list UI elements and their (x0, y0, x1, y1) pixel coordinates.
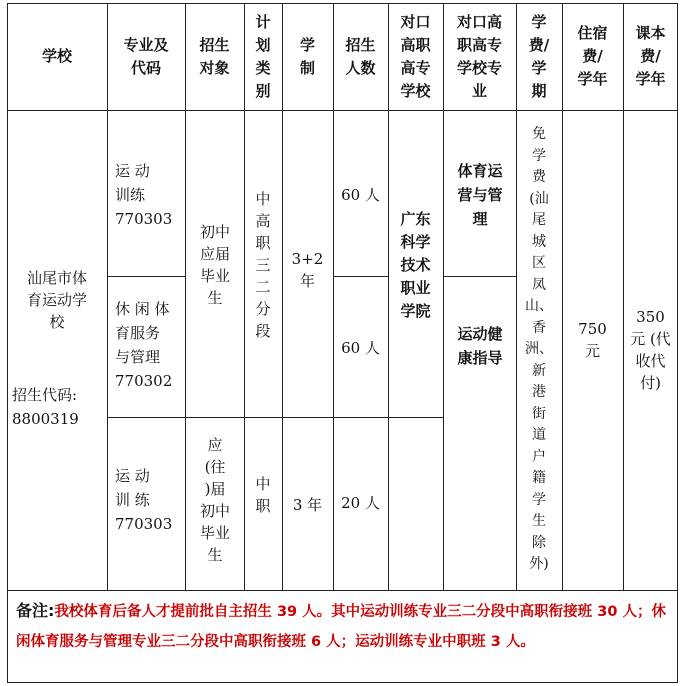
plan-type-b: 中 职 (255, 475, 271, 515)
header-partner-major: 对口高 职高专 学校专 业 (456, 12, 502, 100)
header-school: 学校 (41, 47, 72, 65)
lodging-fee: 750 元 (578, 320, 607, 360)
header-plan-type: 计 划 类 别 (255, 12, 271, 100)
header-tuition: 学 费/ 学 期 (528, 12, 550, 100)
row-divider (107, 417, 444, 418)
remark-label: 备注: (16, 601, 55, 620)
major-row-1: 运 动 训练 770303 (115, 162, 173, 228)
books-fee: 350 元 (代 收代 付) (630, 308, 671, 392)
enroll-row-1: 60 人 (341, 185, 380, 204)
header-target: 招生 对象 (199, 35, 230, 77)
remark (16, 596, 670, 657)
row-divider (333, 276, 388, 277)
header-partner-school: 对口 高职 高专 学校 (400, 12, 431, 100)
partner-major-2: 运动健 康指导 (457, 324, 503, 367)
header-major-code: 专业及 代码 (123, 35, 169, 77)
major-row-2: 休 闲 体 育服务 与管理 770302 (115, 300, 173, 390)
tuition-note: 免 学 费 (汕 尾 城 区 凤 山、 香 洲、 新 港 街 道 户 籍 学 生 除 外) (525, 126, 553, 573)
target-b: 应 (往 )届 初中 毕业 生 (199, 436, 230, 564)
major-row-3: 运 动 训 练 770303 (115, 467, 173, 533)
school-name: 汕尾市体 育运动学 校 (26, 269, 87, 331)
row-divider (443, 276, 516, 277)
remark-text: 我校体育后备人才提前批自主招生 39 人。其中运动训练专业三二分段中高职衔接班 30 人；休闲体育服务与管理专业三二分段中高职衔接班 6 人；运动训练专业中职班 3 人。 (16, 604, 666, 650)
enroll-row-2: 60 人 (341, 338, 380, 357)
partner-school: 广东 科学 技术 职业 学院 (400, 209, 431, 320)
note-divider (7, 590, 678, 591)
target-a: 初中 应届 毕业 生 (199, 223, 230, 307)
header-duration: 学 制 (299, 35, 315, 77)
header-lodging: 住宿 费/ 学年 (577, 24, 608, 88)
plan-type-a: 中 高 职 三 二 分 段 (255, 190, 271, 340)
row-divider (107, 276, 185, 277)
duration-a: 3+2 年 (291, 250, 324, 290)
duration-b: 3 年 (292, 495, 323, 514)
header-books: 课本 费/ 学年 (635, 24, 666, 88)
header-enroll: 招生 人数 (345, 35, 376, 77)
school-code: 招生代码: 8800319 (12, 386, 79, 428)
enroll-row-3: 20 人 (341, 493, 380, 512)
partner-major-1: 体育运 营与管 理 (457, 162, 503, 228)
